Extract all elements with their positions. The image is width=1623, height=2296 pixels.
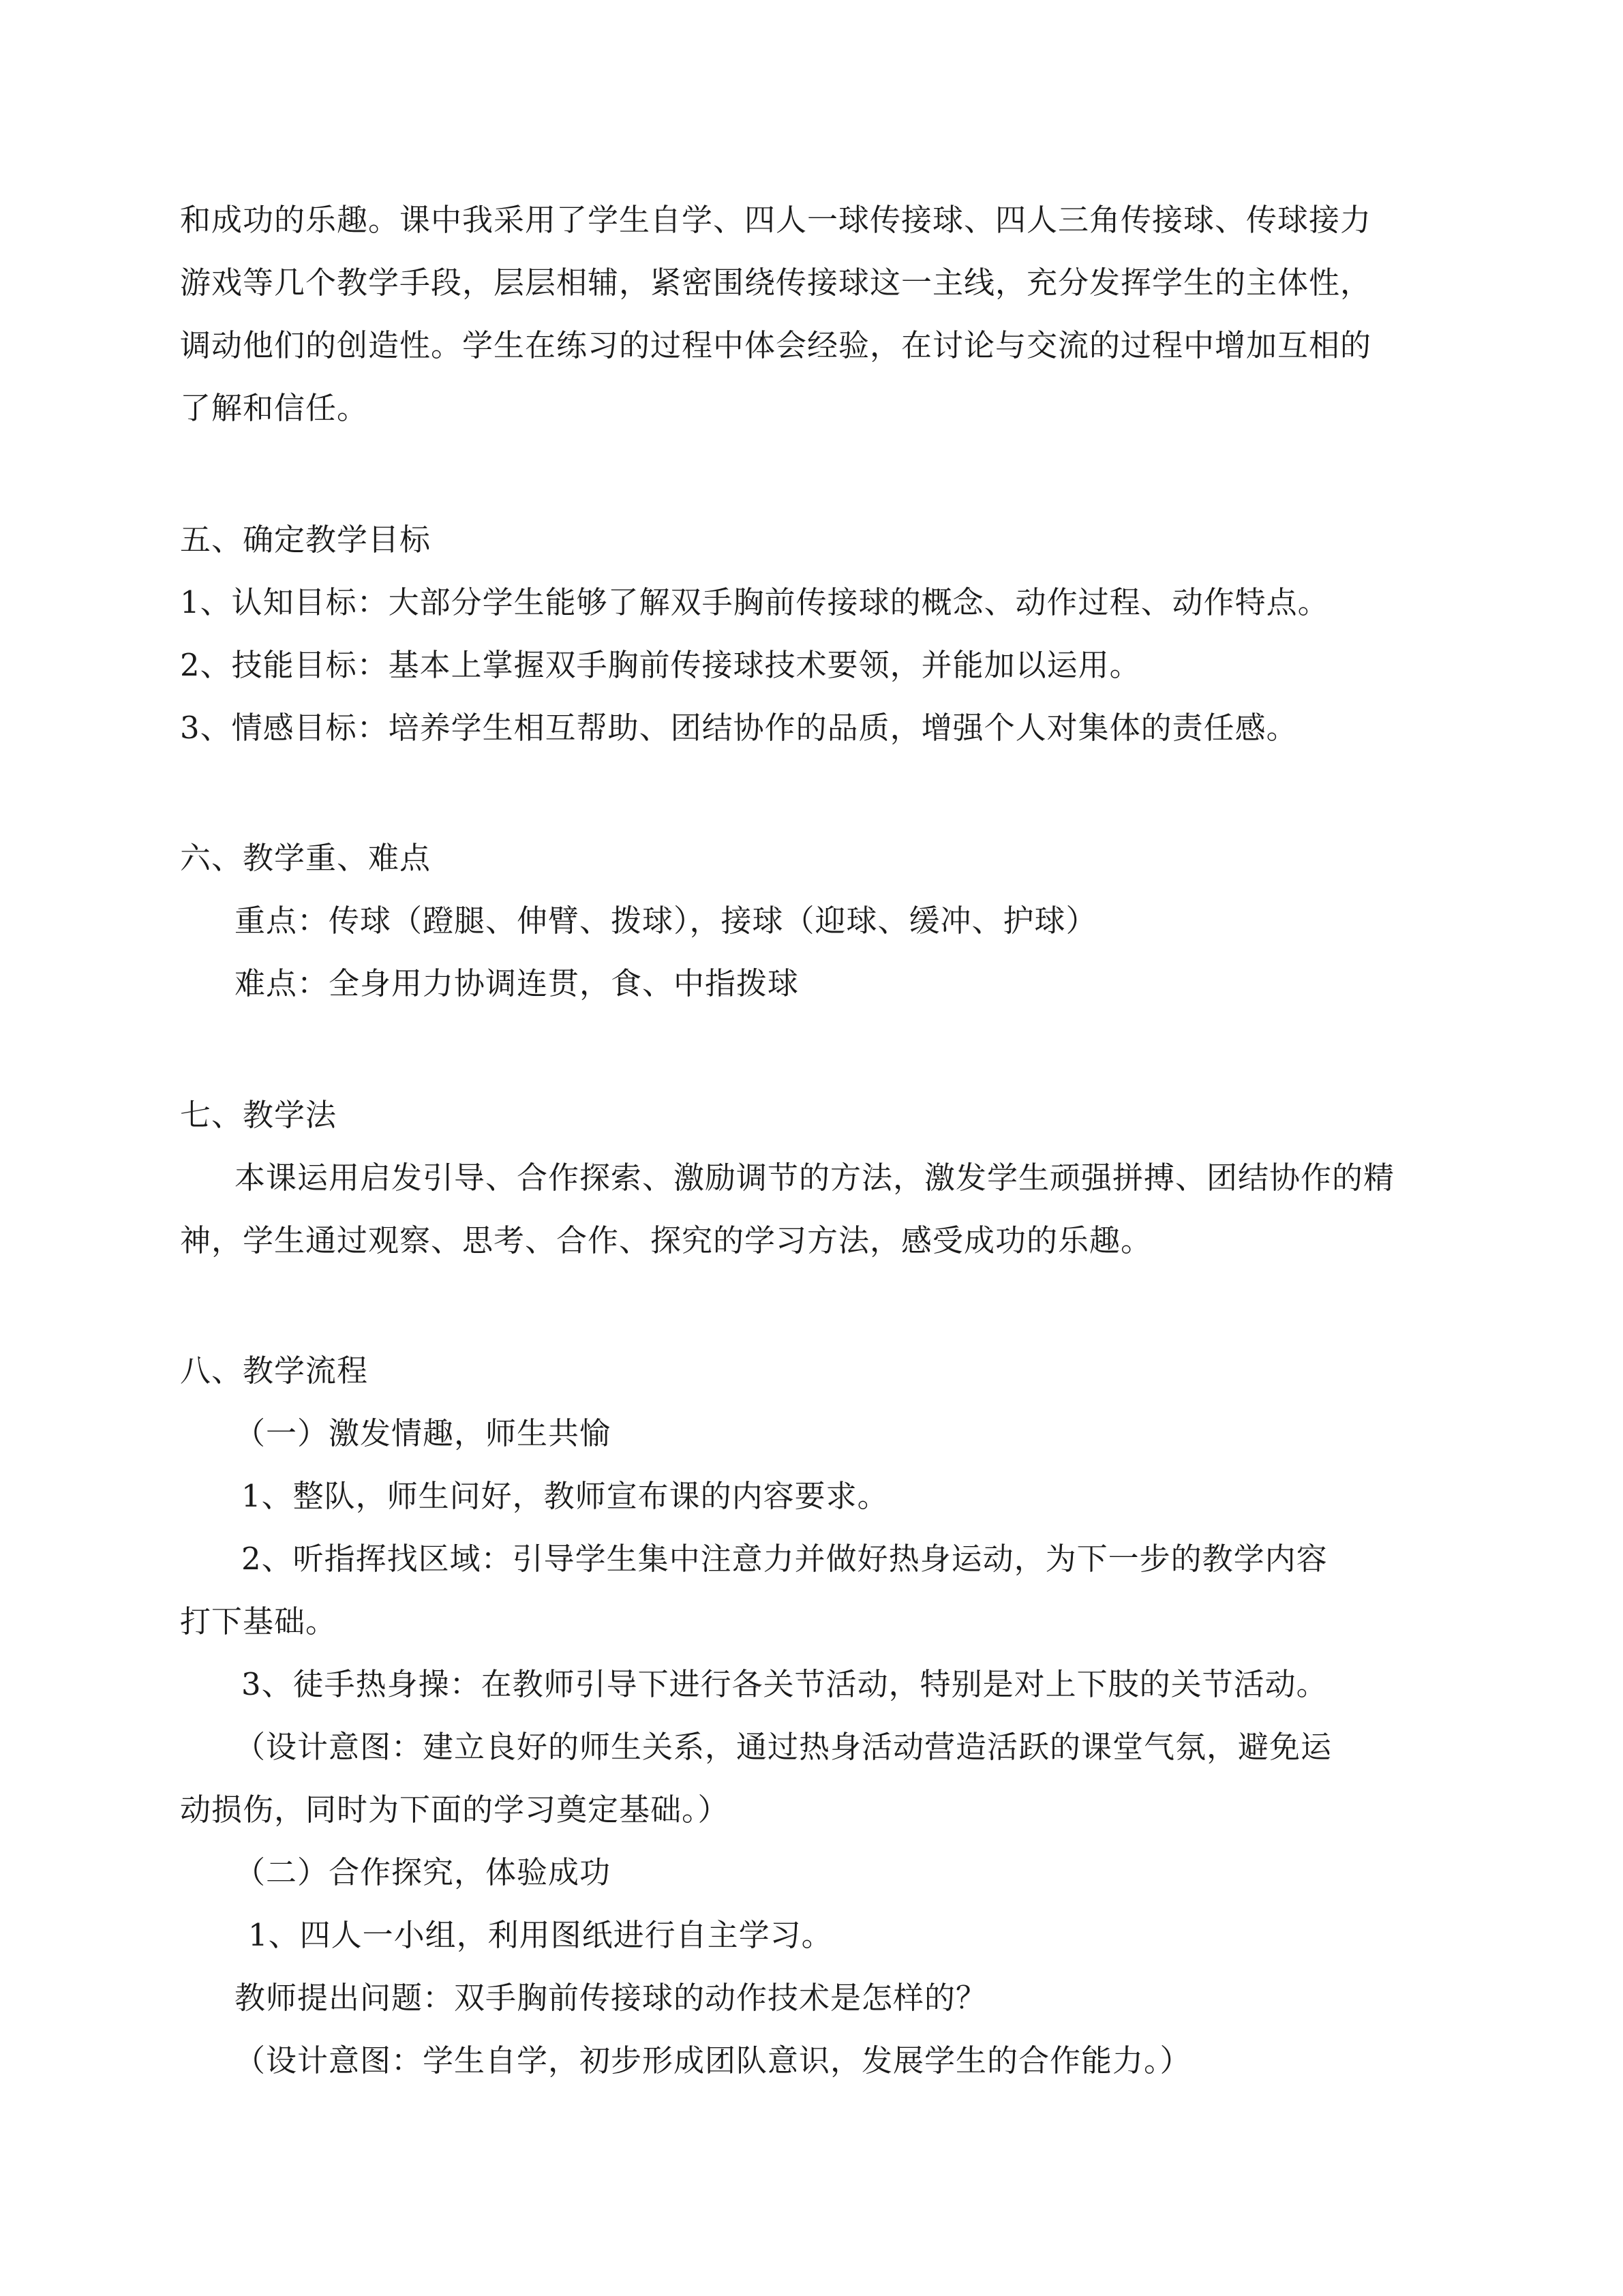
process-line: （一）激发情趣，师生共愉 [234,1415,611,1451]
process-line: 打下基础。 [180,1603,337,1640]
section-heading-teaching-process: 八、教学流程 [180,1353,369,1389]
process-line: 1、整队，师生问好，教师宣布课的内容要求。 [241,1478,889,1514]
process-line: 动损伤，同时为下面的学习奠定基础。） [180,1792,729,1828]
section-heading-teaching-method: 七、教学法 [180,1097,337,1133]
section-heading-key-points: 六、教学重、难点 [180,840,431,876]
key-point-item: 重点：传球（蹬腿、伸臂、拨球），接球（迎球、缓冲、护球） [234,903,1097,939]
intro-line: 了解和信任。 [180,390,369,426]
method-line: 神，学生通过观察、思考、合作、探究的学习方法，感受成功的乐趣。 [180,1222,1153,1258]
objective-item: 1、认知目标：大部分学生能够了解双手胸前传接球的概念、动作过程、动作特点。 [180,584,1329,620]
intro-line: 和成功的乐趣。课中我采用了学生自学、四人一球传接球、四人三角传接球、传球接力 [180,202,1372,238]
process-line: （设计意图：建立良好的师生关系，通过热身活动营造活跃的课堂气氛，避免运 [234,1729,1333,1765]
process-line: （设计意图：学生自学，初步形成团队意识，发展学生的合作能力。） [234,2042,1192,2079]
section-heading-objectives: 五、确定教学目标 [180,522,431,558]
method-line: 本课运用启发引导、合作探索、激励调节的方法，激发学生顽强拼搏、团结协作的精 [234,1160,1395,1196]
intro-line: 调动他们的创造性。学生在练习的过程中体会经验，在讨论与交流的过程中增加互相的 [180,327,1372,363]
process-line: 1、四人一小组，利用图纸进行自主学习。 [248,1917,833,1953]
process-line: 教师提出问题：双手胸前传接球的动作技术是怎样的？ [234,1980,988,2016]
intro-line: 游戏等几个教学手段，层层相辅，紧密围绕传接球这一主线，充分发挥学生的主体性， [180,265,1372,301]
objective-item: 3、情感目标：培养学生相互帮助、团结协作的品质，增强个人对集体的责任感。 [180,710,1298,746]
objective-item: 2、技能目标：基本上掌握双手胸前传接球技术要领，并能加以运用。 [180,647,1141,683]
process-line: 2、听指挥找区域：引导学生集中注意力并做好热身运动，为下一步的教学内容 [241,1541,1328,1577]
key-point-item: 难点：全身用力协调连贯，食、中指拨球 [234,965,800,1001]
process-line: （二）合作探究，体验成功 [234,1854,611,1890]
process-line: 3、徒手热身操：在教师引导下进行各关节活动，特别是对上下肢的关节活动。 [241,1666,1328,1702]
